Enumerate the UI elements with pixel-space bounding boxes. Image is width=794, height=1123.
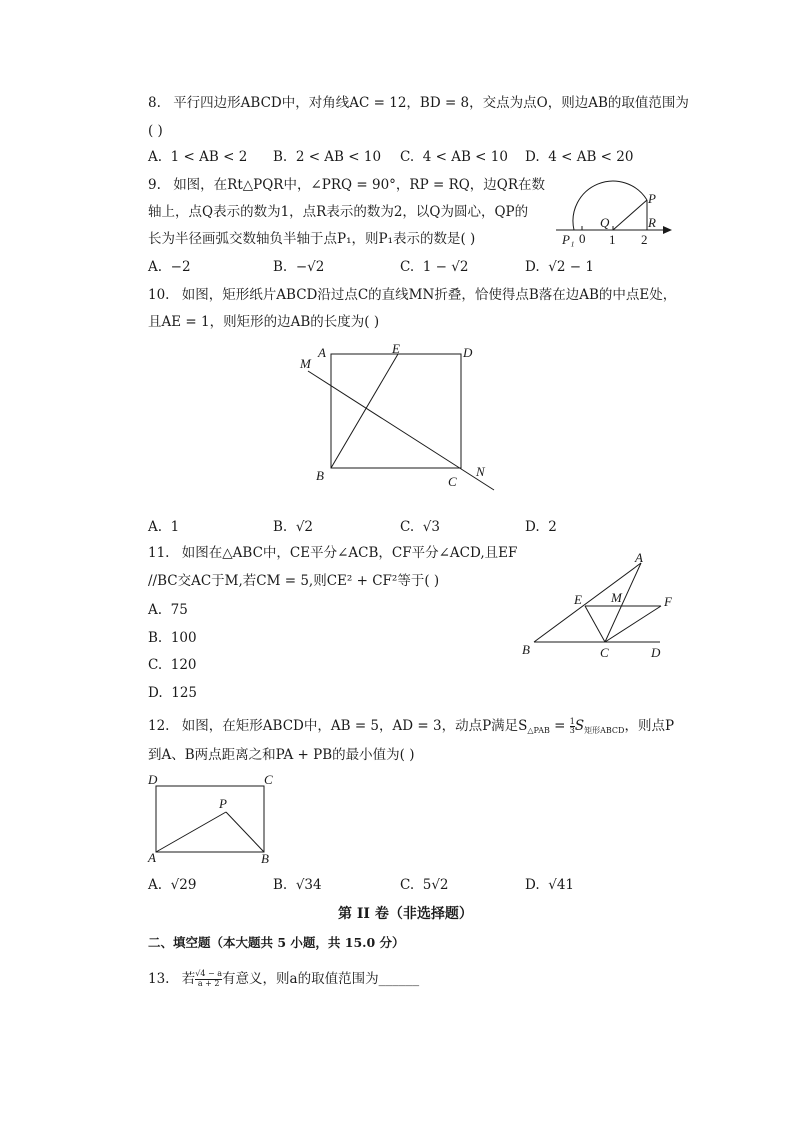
q10-option-a: A. 1 <box>148 519 180 535</box>
q11-label-m: M <box>611 590 622 605</box>
q12-sub-rect: 矩形ABCD <box>584 726 625 735</box>
q11-label-a: A <box>635 550 643 565</box>
q10-label-d: D <box>463 345 473 360</box>
q9-number: 9. <box>148 177 161 193</box>
q10-option-b: B. √2 <box>273 519 314 535</box>
q9-label-r: R <box>648 215 656 230</box>
q12-option-b: B. √34 <box>273 877 322 893</box>
q12-segment-ap <box>156 812 226 852</box>
q9-tick-label-0: 0 <box>579 231 586 246</box>
q10-segment-be <box>331 354 398 468</box>
q13-fraction: $\frac{√4 - a}{a + 2}$ <box>195 969 223 988</box>
q8-paren: ( ) <box>148 123 163 139</box>
q10-number: 10. <box>148 287 170 303</box>
q11-number: 11. <box>148 545 170 561</box>
q9-line2: 轴上，点Q表示的数为1，点R表示的数为2，以Q为圆心，QP的 <box>148 204 529 220</box>
q9-line1: 9. 如图，在Rt△PQR中，∠PRQ = 90°，RP = RQ，边QR在数 <box>148 177 546 193</box>
q12-line2: 到A、B两点距离之和PA + PB的最小值为( ) <box>148 747 415 763</box>
q12-option-d: D. √41 <box>525 877 575 893</box>
q11-option-b: B. 100 <box>148 630 197 646</box>
q11-label-e: E <box>574 592 582 607</box>
q10-label-c: C <box>448 474 457 489</box>
q12-fraction: $\frac{1}{3}$ <box>569 717 575 735</box>
q12-segment-pb <box>226 812 264 852</box>
q10-label-m: M <box>300 356 311 371</box>
q12-label-p: P <box>219 796 227 811</box>
q10-line-mn <box>308 371 494 490</box>
q9-label-p1: P₁ <box>562 232 575 247</box>
q12-number: 12. <box>148 718 170 734</box>
q10-line2: 且AE = 1，则矩形的边AB的长度为( ) <box>148 314 380 330</box>
q11-segment-ce <box>585 606 605 642</box>
q13-line: 13. 若 $\frac{√4 - a}{a + 2}$ 有意义，则a的取值范围为______ <box>148 969 420 988</box>
q10-option-c: C. √3 <box>400 519 440 535</box>
q10-rectangle-abcd <box>331 354 461 468</box>
q13-answer-blank[interactable]: ______ <box>378 970 420 987</box>
q11-segment-ba <box>534 563 641 642</box>
q12-label-d: D <box>148 772 158 787</box>
q11-line2: //BC交AC于M,若CM = 5,则CE² + CF²等于( ) <box>148 573 440 589</box>
q11-label-b: B <box>522 642 530 657</box>
q9-segment-qp <box>613 200 647 230</box>
q12-rectangle-abcd <box>156 786 264 852</box>
q11-option-a: A. 75 <box>148 602 188 618</box>
part2-title: 第 II 卷（非选择题） <box>338 906 473 922</box>
q10-label-a: A <box>318 345 326 360</box>
q11-label-c: C <box>600 645 609 660</box>
q9-label-p: P <box>648 191 656 206</box>
q10-label-b: B <box>316 468 324 483</box>
q9-arc <box>573 181 647 230</box>
q11-option-c: C. 120 <box>148 657 197 673</box>
q11-label-d: D <box>651 645 661 660</box>
q9-tick-label-2: 2 <box>641 232 648 247</box>
q11-line1: 11. 如图在△ABC中，CE平分∠ACB，CF平分∠ACD,且EF <box>148 545 518 561</box>
q9-tick-label-1: 1 <box>609 232 616 247</box>
q10-line1: 10. 如图，矩形纸片ABCD沿过点C的直线MN折叠，恰使得点B落在边AB的中点E处， <box>148 287 677 303</box>
q10-label-e: E <box>392 341 400 356</box>
q9-label-q: Q <box>600 215 610 230</box>
q9-option-a: A. −2 <box>148 259 191 275</box>
q12-line1: 12. 如图，在矩形ABCD中，AB = 5，AD = 3，动点P满足$S_{\triangle PAB}$ = $\frac{1}{3}$ $S_{矩形ABCD}$，则点P <box>148 717 675 735</box>
q8-option-b: B. 2 < AB < 10 <box>273 149 382 165</box>
q9-option-d: D. √2 − 1 <box>525 259 594 275</box>
section-heading: 二、填空题（本大题共 5 小题，共 15.0 分） <box>148 935 405 950</box>
q9-line3: 长为半径画弧交数轴负半轴于点P₁，则P₁表示的数是( ) <box>148 231 476 247</box>
q12-sub-pab: △PAB <box>527 726 550 735</box>
q12-label-b: B <box>261 851 269 866</box>
q9-option-c: C. 1 − √2 <box>400 259 469 275</box>
q12-label-a: A <box>148 850 156 865</box>
q12-figure <box>144 770 284 866</box>
q11-figure <box>518 550 688 662</box>
q10-option-d: D. 2 <box>525 519 557 535</box>
q8-text <box>148 97 689 111</box>
q9-arrow-icon <box>663 226 672 234</box>
q12-label-c: C <box>264 772 273 787</box>
q8-number: 8. <box>148 95 161 111</box>
q8-stem: 平行四边形ABCD中，对角线AC = 12，BD = 8，交点为点O，则边AB的取值范围为 <box>173 95 689 111</box>
q10-label-n: N <box>476 464 485 479</box>
q9-option-b: B. −√2 <box>273 259 325 275</box>
q8-option-c: C. 4 < AB < 10 <box>400 149 508 165</box>
q11-label-f: F <box>664 594 672 609</box>
q8-option-d: D. 4 < AB < 20 <box>525 149 634 165</box>
q10-figure <box>295 338 505 498</box>
q12-option-a: A. √29 <box>148 877 197 893</box>
q11-option-d: D. 125 <box>148 685 198 701</box>
q13-number: 13. <box>148 970 170 987</box>
q12-option-c: C. 5√2 <box>400 877 449 893</box>
q9-figure <box>552 180 677 250</box>
q8-option-a: A. 1 < AB < 2 <box>148 149 248 165</box>
